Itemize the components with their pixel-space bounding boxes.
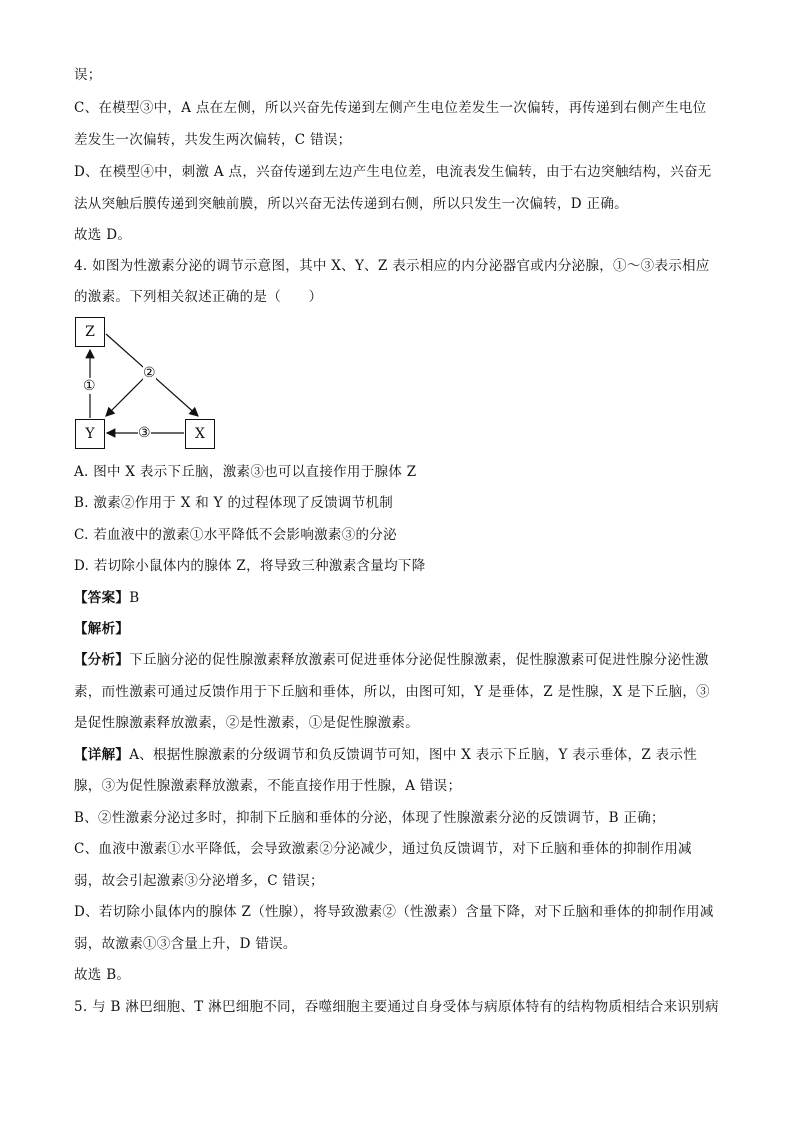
question-stem: 4. 如图为性激素分泌的调节示意图，其中 X、Y、Z 表示相应的内分泌器官或内分泌腺，①～③表示相应 bbox=[74, 258, 710, 274]
node-z: Z bbox=[75, 317, 105, 347]
hormone-label-2: ② bbox=[143, 365, 156, 381]
next-question-stem: 5. 与 B 淋巴细胞、T 淋巴细胞不同，吞噬细胞主要通过自身受体与病原体特有的结构物质相结合来识别病 bbox=[74, 999, 719, 1015]
option-a: A. 图中 X 表示下丘脑，激素③也可以直接作用于腺体 Z bbox=[74, 464, 417, 480]
text-line: D、在模型④中，刺激 A 点，兴奋传递到左边产生电位差，电流表发生偏转，由于右边突触结构，兴奋无 bbox=[74, 164, 712, 180]
option-d: D. 若切除小鼠体内的腺体 Z，将导致三种激素含量均下降 bbox=[74, 558, 426, 574]
detail-line: 弱，故激素①③含量上升，D 错误。 bbox=[74, 936, 297, 952]
node-x: X bbox=[185, 419, 215, 449]
text-line: 差发生一次偏转，共发生两次偏转，C 错误； bbox=[74, 132, 352, 148]
hormone-label-1: ① bbox=[83, 378, 96, 394]
text-line: 法从突触后膜传递到突触前膜，所以兴奋无法传递到右侧，所以只发生一次偏转，D 正确。 bbox=[74, 196, 628, 212]
analysis-line: 是促性腺激素释放激素，②是性激素，①是促性腺激素。 bbox=[74, 715, 419, 731]
text-line: 故选 D。 bbox=[74, 227, 132, 243]
detail-line: 故选 B。 bbox=[74, 967, 131, 983]
answer-value: B bbox=[129, 590, 140, 606]
node-y: Y bbox=[75, 419, 105, 449]
detail-line bbox=[74, 745, 697, 765]
analysis-text: 下丘脑分泌的促性腺激素释放激素可促进垂体分泌促性腺激素，促性腺激素可促进性腺分泌性激 bbox=[129, 652, 709, 668]
answer-line bbox=[74, 588, 139, 608]
analysis-tag: 【分析】 bbox=[74, 652, 130, 668]
text-line: 误； bbox=[74, 67, 102, 83]
text-line: C、在模型③中，A 点在左侧，所以兴奋先传递到左侧产生电位差发生一次偏转，再传递到右侧产生电位 bbox=[74, 100, 707, 116]
detail-line: 弱，故会引起激素③分泌增多，C 错误； bbox=[74, 873, 324, 889]
analysis-heading: 【解析】 bbox=[74, 621, 130, 637]
analysis-line: 素，而性激素可通过反馈作用于下丘脑和垂体，所以，由图可知，Y 是垂体，Z 是性腺，X 是下丘脑，③ bbox=[74, 684, 710, 700]
detail-tag: 【详解】 bbox=[74, 747, 130, 763]
option-b: B. 激素②作用于 X 和 Y 的过程体现了反馈调节机制 bbox=[74, 495, 394, 511]
hormone-label-3: ③ bbox=[138, 425, 151, 441]
arrow-to-y bbox=[106, 374, 148, 416]
detail-line: D、若切除小鼠体内的腺体 Z（性腺），将导致激素②（性激素）含量下降，对下丘脑和垂体的抑制作用减 bbox=[74, 904, 714, 920]
analysis-line bbox=[74, 650, 709, 670]
detail-line: 腺，③为促性腺激素释放激素，不能直接作用于性腺，A 错误； bbox=[74, 778, 462, 794]
detail-text: A、根据性腺激素的分级调节和负反馈调节可知，图中 X 表示下丘脑，Y 表示垂体，Z 表示性 bbox=[129, 747, 698, 763]
detail-line: B、②性激素分泌过多时，抑制下丘脑和垂体的分泌，体现了性腺激素分泌的反馈调节，B 正确； bbox=[74, 810, 665, 826]
answer-tag: 【答案】 bbox=[74, 590, 130, 606]
option-c: C. 若血液中的激素①水平降低不会影响激素③的分泌 bbox=[74, 527, 397, 543]
detail-line: C、血液中激素①水平降低，会导致激素②分泌减少，通过负反馈调节，对下丘脑和垂体的抑制作用减 bbox=[74, 841, 692, 857]
hormone-regulation-diagram bbox=[70, 312, 230, 452]
question-stem: 的激素。下列相关叙述正确的是（ ） bbox=[74, 289, 323, 305]
